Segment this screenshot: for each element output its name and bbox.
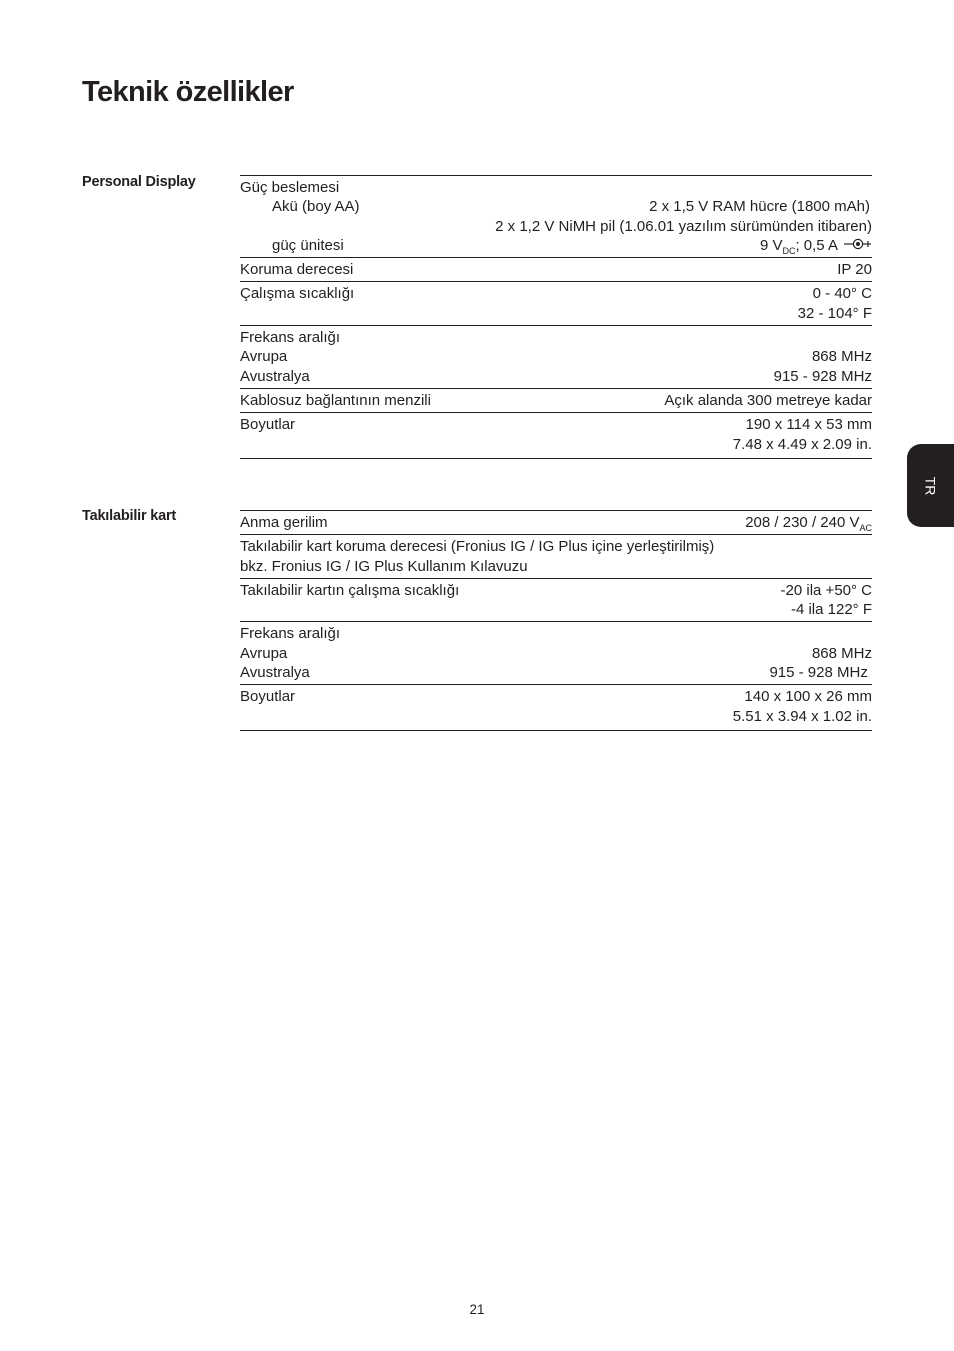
spec-key: Koruma derecesi [240, 261, 354, 279]
voltage-subscript: AC [859, 523, 872, 533]
spec-row-card-temperature-f [240, 600, 872, 619]
spec-row-card-protection [240, 537, 872, 556]
spec-group-dimensions [240, 412, 872, 459]
spec-group-card-protection [240, 534, 872, 578]
spec-value: 190 x 114 x 53 mm [745, 416, 872, 434]
spec-group-card-temperature [240, 578, 872, 622]
spec-group-card-frequency [240, 621, 872, 684]
spec-row-card-dimensions [240, 687, 872, 706]
spec-value: IP 20 [837, 261, 872, 279]
spec-key: Akü (boy AA) [272, 198, 360, 216]
spec-row-battery [240, 197, 872, 216]
spec-key: Frekans aralığı [240, 329, 341, 347]
spec-row-range [240, 391, 872, 410]
spec-row-frequency-europe [240, 347, 872, 366]
spec-row-card-dimensions-in [240, 707, 872, 726]
spec-value: 0 - 40° C [812, 285, 872, 303]
spec-key: bkz. Fronius IG / IG Plus Kullanım Kılavuzu [240, 557, 528, 575]
spec-value: 868 MHz [811, 348, 872, 366]
spec-row-battery-alt [240, 217, 872, 236]
spec-row-card-temperature [240, 581, 872, 600]
spec-value-adapter [760, 236, 872, 255]
spec-key: Takılabilir kartın çalışma sıcaklığı [240, 581, 460, 599]
adapter-voltage: 9 V [759, 236, 783, 254]
spec-row-card-frequency [240, 624, 872, 643]
spec-row-adapter [240, 236, 872, 255]
spec-value: 5.51 x 3.94 x 1.02 in. [732, 707, 872, 725]
spec-row-dimensions-in [240, 435, 872, 454]
spec-key: Takılabilir kart koruma derecesi (Fronius IG / IG Plus içine yerleştirilmiş) [240, 538, 715, 556]
spec-row-dimensions [240, 415, 872, 434]
spec-key: Avrupa [240, 348, 288, 366]
spec-value: -4 ila 122° F [790, 601, 872, 619]
spec-value: 915 - 928 MHz [773, 367, 872, 385]
adapter-voltage-subscript: DC [782, 245, 796, 256]
spec-group-temperature [240, 281, 872, 325]
spec-row-frequency-australia [240, 367, 872, 386]
dc-polarity-icon [844, 238, 872, 250]
voltage-value: 208 / 230 / 240 V [745, 514, 860, 531]
spec-value: 915 - 928 MHz [769, 664, 872, 682]
spec-key: Anma gerilim [240, 514, 328, 531]
spec-key: Çalışma sıcaklığı [240, 285, 355, 303]
spec-value: 2 x 1,5 V RAM hücre (1800 mAh) [649, 198, 870, 216]
spec-key: Frekans aralığı [240, 625, 341, 643]
spec-group-power [240, 175, 872, 257]
spec-key: güç ünitesi [272, 236, 344, 254]
spec-value: -20 ila +50° C [780, 581, 872, 599]
spec-row-card-protection-ref [240, 557, 872, 576]
spec-key: Avustralya [240, 664, 310, 682]
spec-value: 140 x 100 x 26 mm [744, 688, 872, 706]
spec-group-voltage [240, 510, 872, 534]
spec-table-plugin-card [240, 510, 872, 731]
spec-group-protection [240, 257, 872, 281]
section-label-personal-display: Personal Display [82, 174, 196, 190]
spec-row-card-frequency-australia [240, 663, 872, 682]
spec-key: Boyutlar [240, 688, 296, 706]
spec-group-frequency [240, 325, 872, 388]
spec-group-range [240, 388, 872, 412]
page-title: Teknik özellikler [82, 76, 294, 108]
spec-row-card-frequency-europe [240, 644, 872, 663]
spec-key: Güç beslemesi [240, 179, 340, 196]
spec-value: 2 x 1,2 V NiMH pil (1.06.01 yazılım sürümünden itibaren) [495, 217, 872, 235]
spec-group-card-dimensions [240, 684, 872, 731]
spec-row-frequency [240, 328, 872, 347]
spec-row-temperature-f [240, 304, 872, 323]
spec-table-personal-display [240, 175, 872, 459]
spec-value: 32 - 104° F [797, 304, 872, 322]
section-label-plugin-card: Takılabilir kart [82, 508, 177, 524]
language-tab-label: TR [922, 476, 939, 495]
spec-value: 7.48 x 4.49 x 2.09 in. [732, 435, 872, 453]
spec-key: Avustralya [240, 367, 310, 385]
spec-row-voltage [240, 513, 872, 532]
spec-key: Avrupa [240, 644, 288, 662]
page-number: 21 [469, 1302, 485, 1317]
adapter-current: ; 0,5 A [795, 236, 838, 254]
spec-value: 868 MHz [811, 644, 872, 662]
spec-row-protection [240, 260, 872, 279]
language-tab [907, 444, 954, 527]
spec-key: Boyutlar [240, 416, 296, 434]
spec-row-power-supply [240, 178, 872, 197]
spec-value-voltage [745, 513, 872, 532]
spec-row-temperature [240, 284, 872, 303]
spec-key: Kablosuz bağlantının menzili [240, 391, 431, 409]
spec-value: Açık alanda 300 metreye kadar [664, 391, 872, 409]
